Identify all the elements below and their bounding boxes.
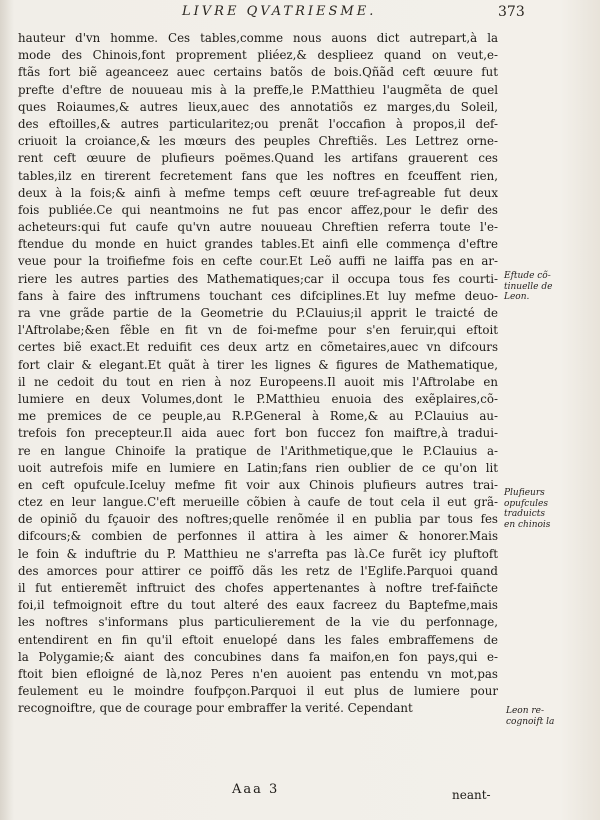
text-line: lumiere en deux Volumes,dont le P.Matthieu enuoia des exẽplaires,cõ- xyxy=(18,391,498,406)
text-line: uoit autrefois mife en lumiere en Latin;fans rien oublier de ce qu'on lit xyxy=(18,460,498,475)
text-line: ftoit bien efloigné de là,noz Peres n'en auoient pas entendu vn mot,pas xyxy=(18,666,498,681)
text-line: foi,il tefmoignoit eftre du tout alteré des eaux facreez du Baptefme,mais xyxy=(18,598,498,613)
margin-note-line: Leon re- xyxy=(506,706,545,716)
margin-note-line: Eftude cõ- xyxy=(504,271,551,281)
margin-note-line: cognoift la xyxy=(506,716,555,727)
text-line: la Polygamie;& aiant des concubines dans fa maifon,en fon pays,qui e- xyxy=(18,649,498,664)
text-line: ftãs fort biẽ ageanceez auec certains batõs de bois.Qñãd ceft œuure fut xyxy=(18,65,498,80)
text-line: tables,ilz en tirerent fecretement fans que les noftres en fceuffent rien, xyxy=(18,168,498,183)
text-line: me premices de ce peuple,au R.P.General à Rome,& au P.Clauius au- xyxy=(18,409,498,424)
text-line: mode des Chinois,font proprement pliéez,& desplieez quand on veut,e- xyxy=(18,48,498,63)
text-line: rent ceft œuure de plufieurs poëmes.Quand les artifans grauerent ces xyxy=(18,151,498,166)
text-line: difcours;& combien de perfonnes il attira à les aimer & honorer.Mais xyxy=(18,529,498,544)
text-line: ques Roiaumes,& autres lieux,auec des annotatiõs ez marges,du Soleil, xyxy=(18,99,498,114)
text-line: fans à faire des inftrumens touchant ces difciplines.Et luy mefme deuo- xyxy=(18,288,498,303)
catchword: neant- xyxy=(452,788,491,802)
text-line: des amorces pour attirer ce poiffõ dãs les retz de l'Eglife.Parquoi quand xyxy=(18,563,498,578)
text-line: entendirent en fin qu'il eftoit enuelopé dans les fales embraffemens de xyxy=(18,632,498,647)
text-line: ctez en leur langue.C'eft merueille cõbien à caufe de tout cela il eut grã- xyxy=(18,495,498,510)
text-line: des eftoilles,& autres particularitez;ou prenãt l'occafion à propos,il def- xyxy=(18,116,498,131)
text-line: recognoiftre, que de courage pour embraffer la verité. Cependant xyxy=(18,701,413,716)
text-line: ftendue du monde en huict grandes tables.Et ainfi elle commença d'eftre xyxy=(18,237,498,252)
body-text xyxy=(18,30,498,718)
text-line: feulement eu le moindre foufpçon.Parquoi il eut plus de lumiere pour xyxy=(18,684,498,699)
page-header xyxy=(0,2,600,24)
text-line: il ne cedoit du tout en rien à noz Europeens.Il auoit mis l'Aftrolabe en xyxy=(18,374,498,389)
text-line: acheteurs:qui fut caufe qu'vn autre nouueau Chreftien referra toute l'e- xyxy=(18,220,498,235)
text-line: de opiniõ du fçauoir des noftres;quelle renõmée il en publia par tous fes xyxy=(18,512,498,527)
margin-note-line: tinuelle de xyxy=(504,281,553,292)
text-line: le foin & induftrie du P. Matthieu ne s'arrefta pas là.Ce furẽt icy pluftoft xyxy=(18,546,498,561)
signature-mark: Aaa 3 xyxy=(232,782,280,797)
margin-note-estude xyxy=(504,271,592,303)
margin-note-line: Plufieurs xyxy=(504,488,545,498)
page-number: 373 xyxy=(498,4,525,20)
margin-note-line: traduicts xyxy=(504,509,545,519)
text-line: en ceft opufcule.Iceluy mefme fit voir aux Chinois plufieurs autres trai- xyxy=(18,477,498,492)
margin-note-line: en chinois xyxy=(504,519,551,530)
text-line: riere les autres parties des Mathematiques;car il occupa tous fes courti- xyxy=(18,271,498,286)
text-line: trefois fon precepteur.Il aida auec fort bon fuccez fon maiftre,à tradui- xyxy=(18,426,498,441)
text-line: deux à la fois;& ainfi à mefme temps ceft œuure tref-agreable fut deux xyxy=(18,185,498,200)
text-line: fort clair & elegant.Et quãt à tirer les lignes & figures de Mathematique, xyxy=(18,357,498,372)
running-head: LIVRE QVATRIESME. xyxy=(182,4,377,19)
text-line: l'Aftrolabe;&en fẽble en fit vn de foi-mefme pour s'en feruir,qui eftoit xyxy=(18,323,498,338)
text-line: il fut entieremẽt inftruict des chofes appertenantes à noftre tref-fain̄cte xyxy=(18,581,498,595)
text-line: prefte d'eftre de nouueau mis à la preffe,le P.Matthieu l'augmẽta de quel xyxy=(18,82,498,97)
margin-note-opuscules xyxy=(504,488,592,530)
margin-note-leon xyxy=(506,706,594,727)
text-line: veue pour la troifiefme fois en cefte cour.Et Leõ auffi ne laiffa pas en ar- xyxy=(18,254,498,269)
text-line: ra vne grãde partie de la Geometrie du P.Clauius;il apprit le traicté de xyxy=(18,306,498,320)
text-line: certes biẽ exact.Et reduifit ces deux artz en cõmetaires,auec vn difcours xyxy=(18,340,498,355)
margin-note-line: Leon. xyxy=(504,292,530,302)
text-line: re en langue Chinoife la pratique de l'Arithmetique,que le P.Clauius a- xyxy=(18,443,498,458)
text-line: criuoit la croiance,& les mœurs des peuples Chreftiẽs. Les Lettrez orne- xyxy=(18,134,498,149)
text-line: fois publiée.Ce qui neantmoins ne fut pas encor affez,pour le defir des xyxy=(18,202,498,217)
margin-note-line: opufcules xyxy=(504,498,548,509)
text-line: hauteur d'vn homme. Ces tables,comme nous auons dict autrepart,à la xyxy=(18,31,498,45)
text-line: les noftres s'informans plus particulierement de la vie du perfonnage, xyxy=(18,615,498,630)
